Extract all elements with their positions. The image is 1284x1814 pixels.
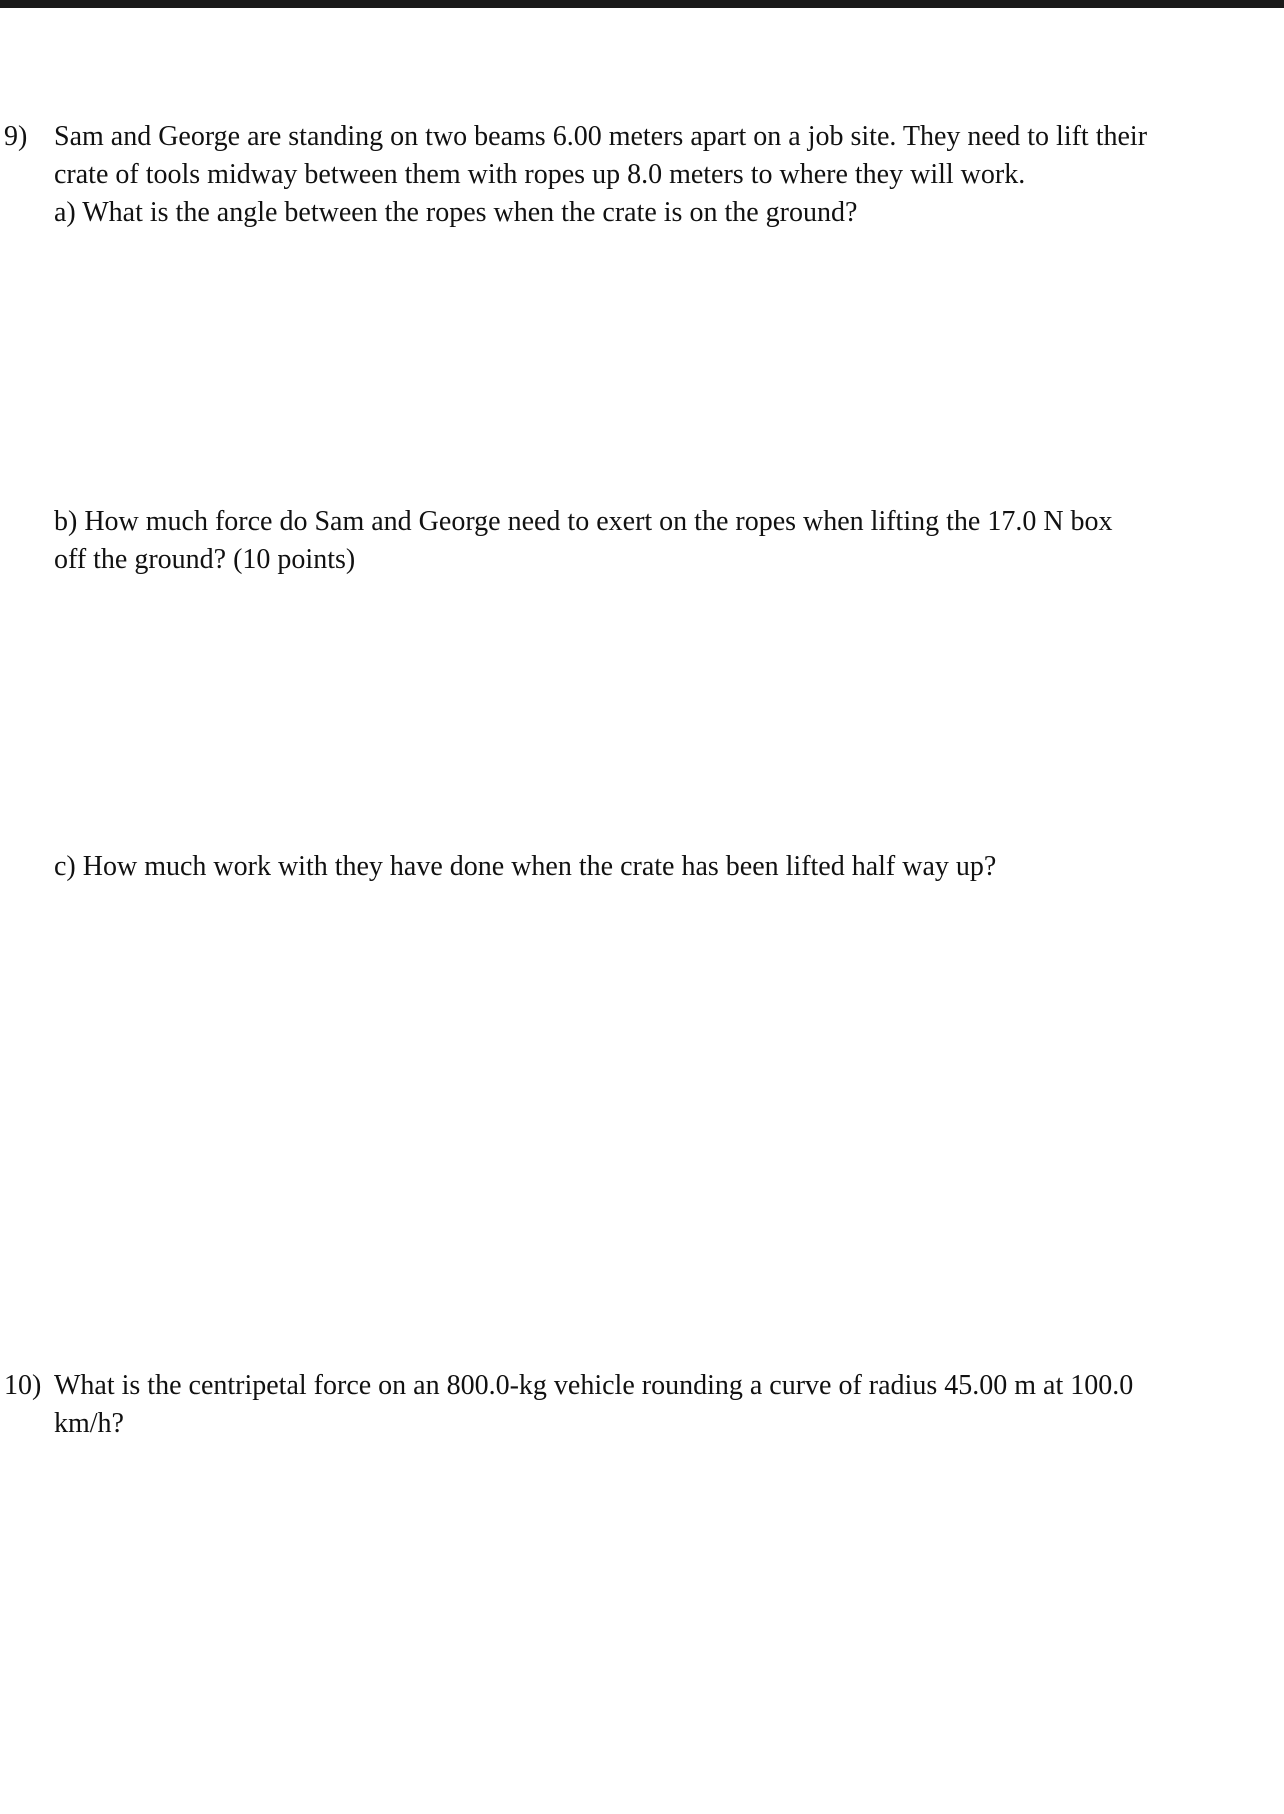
question-9-part-c: c) How much work with they have done when the crate has been lifted half way up?: [54, 851, 997, 882]
top-border: [0, 0, 1284, 8]
question-10-number: 10): [4, 1370, 42, 1401]
question-10-line-1: What is the centripetal force on an 800.0-kg vehicle rounding a curve of radius 45.00 m at 100.0: [54, 1370, 1134, 1401]
question-9-part-a: a) What is the angle between the ropes when the crate is on the ground?: [54, 197, 858, 228]
question-9-intro-line-1: Sam and George are standing on two beams 6.00 meters apart on a job site. They need to lift their: [54, 121, 1148, 152]
question-9-part-b-line-1: b) How much force do Sam and George need to exert on the ropes when lifting the 17.0 N box: [54, 506, 1113, 537]
question-9-intro-line-2: crate of tools midway between them with ropes up 8.0 meters to where they will work.: [54, 159, 1026, 190]
question-9-number: 9): [4, 121, 28, 152]
question-10-line-2: km/h?: [54, 1408, 124, 1439]
question-9-part-b-line-2: off the ground? (10 points): [54, 544, 356, 575]
